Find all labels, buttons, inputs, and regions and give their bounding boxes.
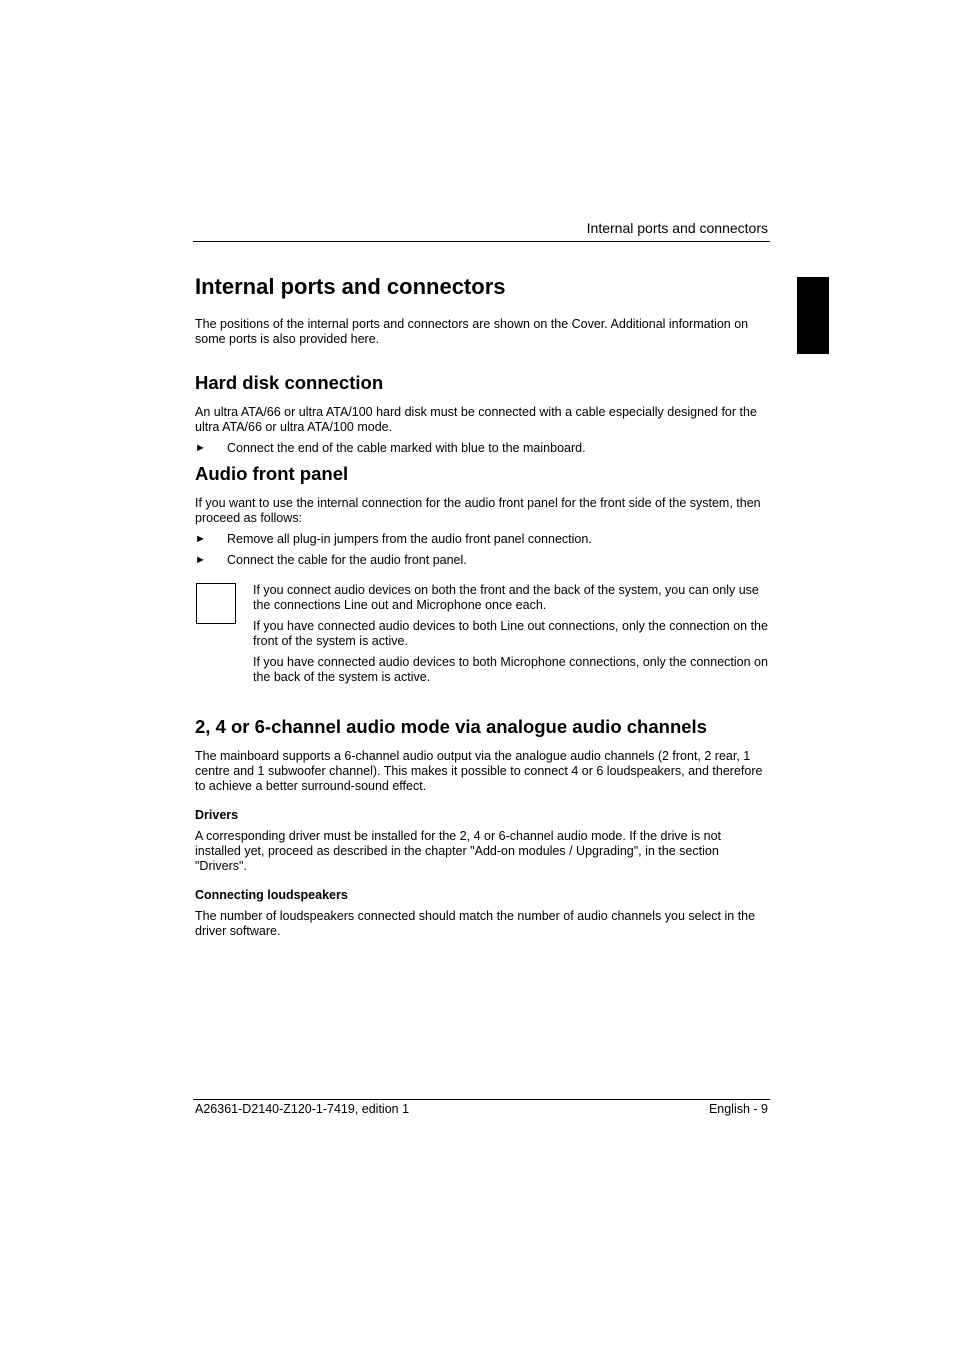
bullet-text: Remove all plug-in jumpers from the audio front panel connection. bbox=[227, 532, 592, 546]
hard-disk-paragraph: An ultra ATA/66 or ultra ATA/100 hard disk must be connected with a cable especially designed for the ultra ATA/66 or ultra ATA/100 mode. bbox=[195, 405, 757, 434]
bullet-arrow-icon: ► bbox=[195, 533, 206, 545]
page-title: Internal ports and connectors bbox=[195, 274, 506, 299]
section-heading-hard-disk: Hard disk connection bbox=[195, 372, 384, 393]
footer-page-number: English - 9 bbox=[708, 1102, 768, 1116]
page-content bbox=[195, 272, 768, 939]
audio-front-paragraph: If you want to use the internal connection for the audio front panel for the front side of the system, then proceed as follows: bbox=[195, 496, 761, 525]
bullet-arrow-icon: ► bbox=[195, 442, 206, 454]
loudspeakers-paragraph: The number of loudspeakers connected should match the number of audio channels you select in the driver software. bbox=[195, 909, 756, 938]
note-paragraph: If you have connected audio devices to both Line out connections, only the connection on the front of the system is active. bbox=[253, 619, 768, 648]
subheading-drivers: Drivers bbox=[195, 808, 239, 822]
list-item bbox=[195, 441, 768, 456]
running-header bbox=[193, 219, 770, 242]
running-header-title: Internal ports and connectors bbox=[586, 220, 768, 236]
channel-audio-paragraph: The mainboard supports a 6-channel audio output via the analogue audio channels (2 front, 2 rear, 1 centre and 1 subwoofer channel). This makes it possible to connect 4 or 6 loudspeakers, and therefore to achieve a better surround-sound effect. bbox=[195, 749, 763, 793]
list-item bbox=[195, 532, 768, 547]
bullet-arrow-icon: ► bbox=[195, 554, 206, 566]
chapter-thumb-tab bbox=[797, 277, 829, 354]
bullet-text: Connect the end of the cable marked with blue to the mainboard. bbox=[227, 441, 586, 455]
subheading-connecting-loudspeakers: Connecting loudspeakers bbox=[195, 888, 348, 902]
running-footer bbox=[193, 1099, 770, 1116]
drivers-paragraph: A corresponding driver must be installed for the 2, 4 or 6-channel audio mode. If the drive is not installed yet, proceed as described in the chapter "Add-on modules / Upgrading", in the section "Drivers". bbox=[195, 829, 721, 873]
list-item bbox=[195, 553, 768, 568]
section-heading-channel-audio: 2, 4 or 6-channel audio mode via analogue audio channels bbox=[195, 716, 707, 737]
note-icon bbox=[196, 583, 236, 624]
intro-paragraph: The positions of the internal ports and connectors are shown on the Cover. Additional information on some ports is also provided here. bbox=[195, 317, 749, 346]
section-heading-audio-front: Audio front panel bbox=[195, 463, 349, 484]
footer-doc-id: A26361-D2140-Z120-1-7419, edition 1 bbox=[195, 1102, 410, 1116]
bullet-text: Connect the cable for the audio front panel. bbox=[227, 553, 467, 567]
note-paragraph: If you have connected audio devices to both Microphone connections, only the connection on the back of the system is active. bbox=[253, 655, 768, 684]
note-block bbox=[195, 583, 768, 685]
note-paragraph: If you connect audio devices on both the front and the back of the system, you can only use the connections Line out and Microphone once each. bbox=[253, 583, 759, 612]
